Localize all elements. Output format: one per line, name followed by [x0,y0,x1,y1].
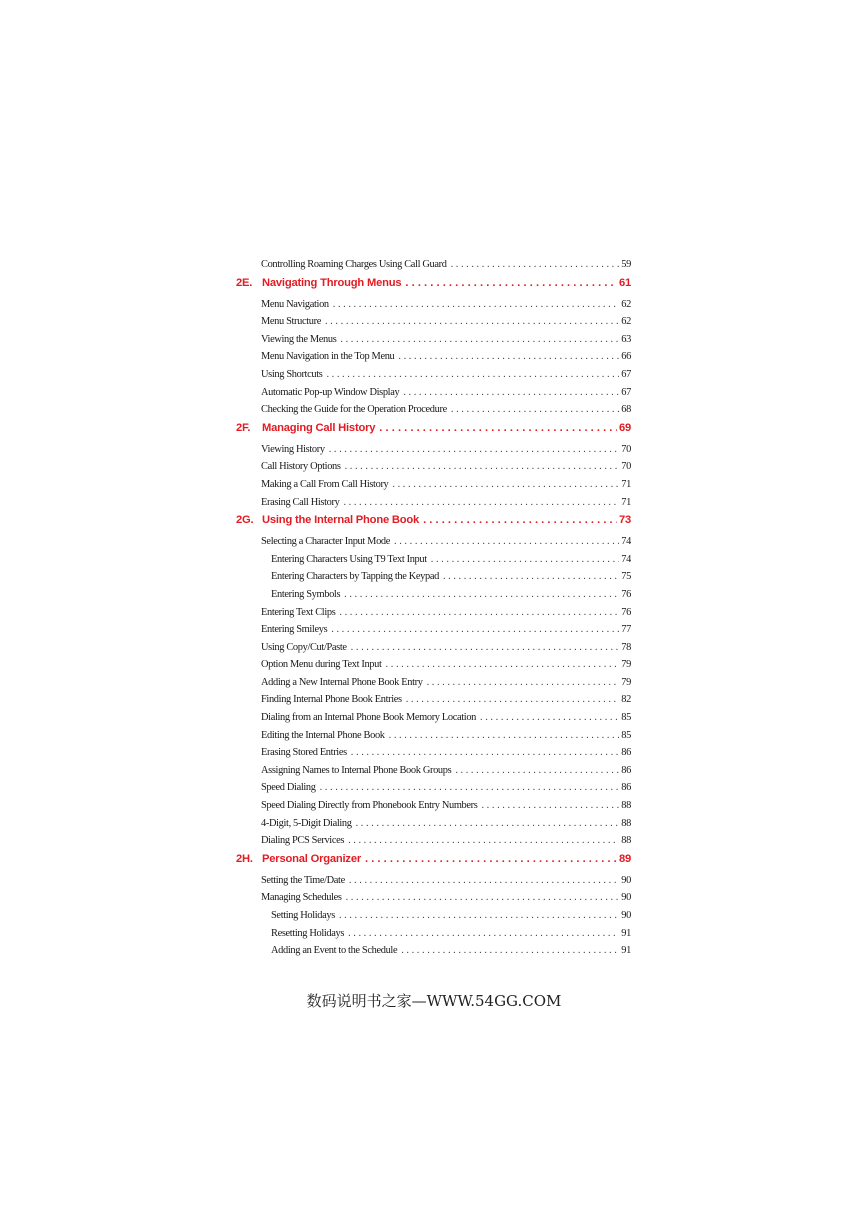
dot-leader [320,779,620,797]
toc-entry[interactable] [236,384,631,402]
dot-leader [365,850,617,868]
toc-entry-title: Entering Characters by Tapping the Keypad [271,571,439,583]
toc-entry[interactable] [236,366,631,384]
section-number: 2H. [236,852,253,865]
toc-entry[interactable] [236,797,631,815]
table-of-contents [236,256,631,960]
toc-entry-title: Using Copy/Cut/Paste [261,641,347,653]
toc-page-number: 66 [621,351,631,363]
toc-entry[interactable] [236,401,631,419]
dot-leader [389,727,620,745]
toc-page-number: 62 [621,298,631,310]
dot-leader [455,762,619,780]
toc-page-number: 73 [618,514,631,527]
dot-leader [386,656,620,674]
toc-entry[interactable] [236,709,631,727]
dot-leader [480,709,619,727]
toc-entry[interactable] [236,476,631,494]
dot-leader [406,691,620,709]
toc-page-number: 79 [621,676,631,688]
toc-page-number: 74 [621,553,631,565]
toc-entry-title: Managing Schedules [261,892,342,904]
toc-page-number: 59 [621,259,631,270]
toc-page-number: 62 [621,316,631,328]
toc-page-number: 68 [621,404,631,416]
toc-entry[interactable] [236,762,631,780]
dot-leader [325,313,619,331]
dot-leader [431,551,620,569]
toc-page-number: 76 [621,588,631,600]
toc-entry-title: Adding an Event to the Schedule [271,945,398,957]
toc-entry-title: Adding a New Internal Phone Book Entry [261,676,423,688]
toc-entry-title: Checking the Guide for the Operation Procedure [261,404,447,416]
toc-page-number: 88 [621,817,631,829]
dot-leader [333,296,620,314]
toc-entry[interactable] [236,604,631,622]
toc-page-number: 63 [621,333,631,345]
toc-entry[interactable] [236,779,631,797]
toc-entry-title: Menu Navigation in the Top Menu [261,351,395,363]
section-number: 2E. [236,276,253,289]
toc-section-heading[interactable] [236,850,631,868]
toc-page-number: 90 [621,892,631,904]
toc-entry-title: Speed Dialing [261,782,316,794]
toc-entry-title: Finding Internal Phone Book Entries [261,694,402,706]
dot-leader [345,458,620,476]
toc-page-number: 79 [621,659,631,671]
toc-page-number: 78 [621,641,631,653]
toc-entry-title: Assigning Names to Internal Phone Book Groups [261,764,452,776]
dot-leader [451,256,620,274]
toc-entry-title: 4-Digit, 5-Digit Dialing [261,817,352,829]
dot-leader [351,744,620,762]
toc-page-number: 71 [621,478,631,490]
toc-entry-title: Navigating Through Menus [262,276,402,289]
dot-leader [343,494,619,512]
toc-page-number: 82 [621,694,631,706]
toc-entry[interactable] [236,691,631,709]
toc-page-number: 89 [618,852,631,865]
toc-entry[interactable] [236,296,631,314]
toc-entry-title: Erasing Call History [261,496,340,508]
toc-entry-title: Menu Structure [261,316,322,328]
dot-leader [443,568,619,586]
footer-watermark: 数码说明书之家—WWW.54GG.COM [306,992,562,1010]
toc-page-number: 67 [621,368,631,380]
dot-leader [379,419,617,437]
toc-page-number: 70 [621,443,631,455]
toc-page-number: 85 [621,712,631,724]
toc-page-number: 88 [621,835,631,847]
toc-entry[interactable] [236,331,631,349]
toc-entry[interactable] [236,621,631,639]
toc-entry-title: Setting the Time/Date [261,874,345,886]
dot-leader [398,348,619,366]
toc-entry[interactable] [236,674,631,692]
toc-subentry[interactable] [236,907,631,925]
toc-entry-title: Entering Symbols [271,588,341,600]
dot-leader [340,331,619,349]
toc-entry-title: Using Shortcuts [261,368,323,380]
dot-leader [392,476,619,494]
toc-entry[interactable] [236,872,631,890]
toc-entry-title: Entering Characters Using T9 Text Input [271,553,427,565]
dot-leader [451,401,619,419]
toc-subentry[interactable] [236,568,631,586]
toc-page-number: 86 [621,764,631,776]
toc-page-number: 86 [621,747,631,759]
toc-entry-title: Entering Smileys [261,624,328,636]
toc-entry-title: Personal Organizer [262,852,361,865]
toc-entry-title: Resetting Holidays [271,927,345,939]
toc-entry-title: Using the Internal Phone Book [262,514,420,527]
toc-page-number: 75 [621,571,631,583]
toc-entry[interactable] [236,889,631,907]
toc-page-number: 91 [621,945,631,957]
dot-leader [427,674,620,692]
dot-leader [331,621,619,639]
toc-page-number: 76 [621,606,631,618]
toc-entry-title: Viewing the Menus [261,333,337,345]
toc-entry-title: Dialing PCS Services [261,835,345,847]
toc-entry[interactable] [236,441,631,459]
toc-entry-title: Controlling Roaming Charges Using Call Guard [261,259,447,270]
toc-entry-title: Menu Navigation [261,298,329,310]
toc-entry-title: Entering Text Clips [261,606,336,618]
toc-page-number: 61 [618,276,631,289]
toc-entry[interactable] [236,639,631,657]
toc-page-number: 77 [621,624,631,636]
toc-page-number: 70 [621,461,631,473]
toc-entry-title: Viewing History [261,443,325,455]
dot-leader [405,274,617,292]
section-number: 2G. [236,514,254,527]
dot-leader [423,511,617,529]
toc-section-heading[interactable] [236,511,631,529]
toc-entry-title: Setting Holidays [271,910,335,921]
toc-entry[interactable] [236,458,631,476]
dot-leader [326,366,619,384]
toc-entry[interactable] [236,313,631,331]
toc-page-number: 69 [618,421,631,434]
toc-page-number: 90 [621,874,631,886]
toc-subentry[interactable] [236,942,631,960]
toc-page-number: 71 [621,496,631,508]
toc-entry[interactable] [236,348,631,366]
toc-entry-title: Managing Call History [262,421,376,434]
toc-page-number: 86 [621,782,631,794]
toc-subentry[interactable] [236,586,631,604]
toc-entry-title: Dialing from an Internal Phone Book Memory Location [261,712,477,724]
dot-leader [401,942,619,960]
toc-page-number: 88 [621,800,631,812]
dot-leader [351,639,620,657]
toc-entry[interactable] [236,656,631,674]
toc-page-number: 90 [621,910,631,921]
dot-leader [403,384,619,402]
dot-leader [339,907,619,925]
toc-entry-title: Erasing Stored Entries [261,747,347,759]
dot-leader [348,832,619,850]
toc-subentry[interactable] [236,551,631,569]
toc-entry-title: Automatic Pop-up Window Display [261,386,400,398]
toc-entry-title: Option Menu during Text Input [261,659,382,671]
dot-leader [349,872,619,890]
toc-entry-title: Call History Options [261,461,341,473]
toc-subentry[interactable] [236,925,631,943]
toc-section-heading[interactable] [236,419,631,437]
toc-page-number: 67 [621,386,631,398]
toc-entry-title: Speed Dialing Directly from Phonebook Entry Numbers [261,800,478,812]
toc-entry[interactable] [236,832,631,850]
toc-entry[interactable] [236,533,631,551]
dot-leader [329,441,620,459]
dot-leader [481,797,619,815]
toc-entry-title: Selecting a Character Input Mode [261,536,391,548]
dot-leader [348,925,619,943]
dot-leader [394,533,619,551]
toc-page-number: 91 [621,927,631,939]
toc-page-number: 85 [621,729,631,741]
dot-leader [346,889,620,907]
dot-leader [356,815,620,833]
dot-leader [344,586,619,604]
toc-entry[interactable] [236,744,631,762]
section-number: 2F. [236,421,251,434]
toc-entry-title: Making a Call From Call History [261,478,389,490]
toc-page-number: 74 [621,536,631,548]
toc-entry[interactable] [236,256,631,274]
toc-entry[interactable] [236,494,631,512]
toc-entry-title: Editing the Internal Phone Book [261,729,385,741]
dot-leader [339,604,619,622]
toc-section-heading[interactable] [236,274,631,292]
toc-entry[interactable] [236,815,631,833]
toc-entry[interactable] [236,727,631,745]
